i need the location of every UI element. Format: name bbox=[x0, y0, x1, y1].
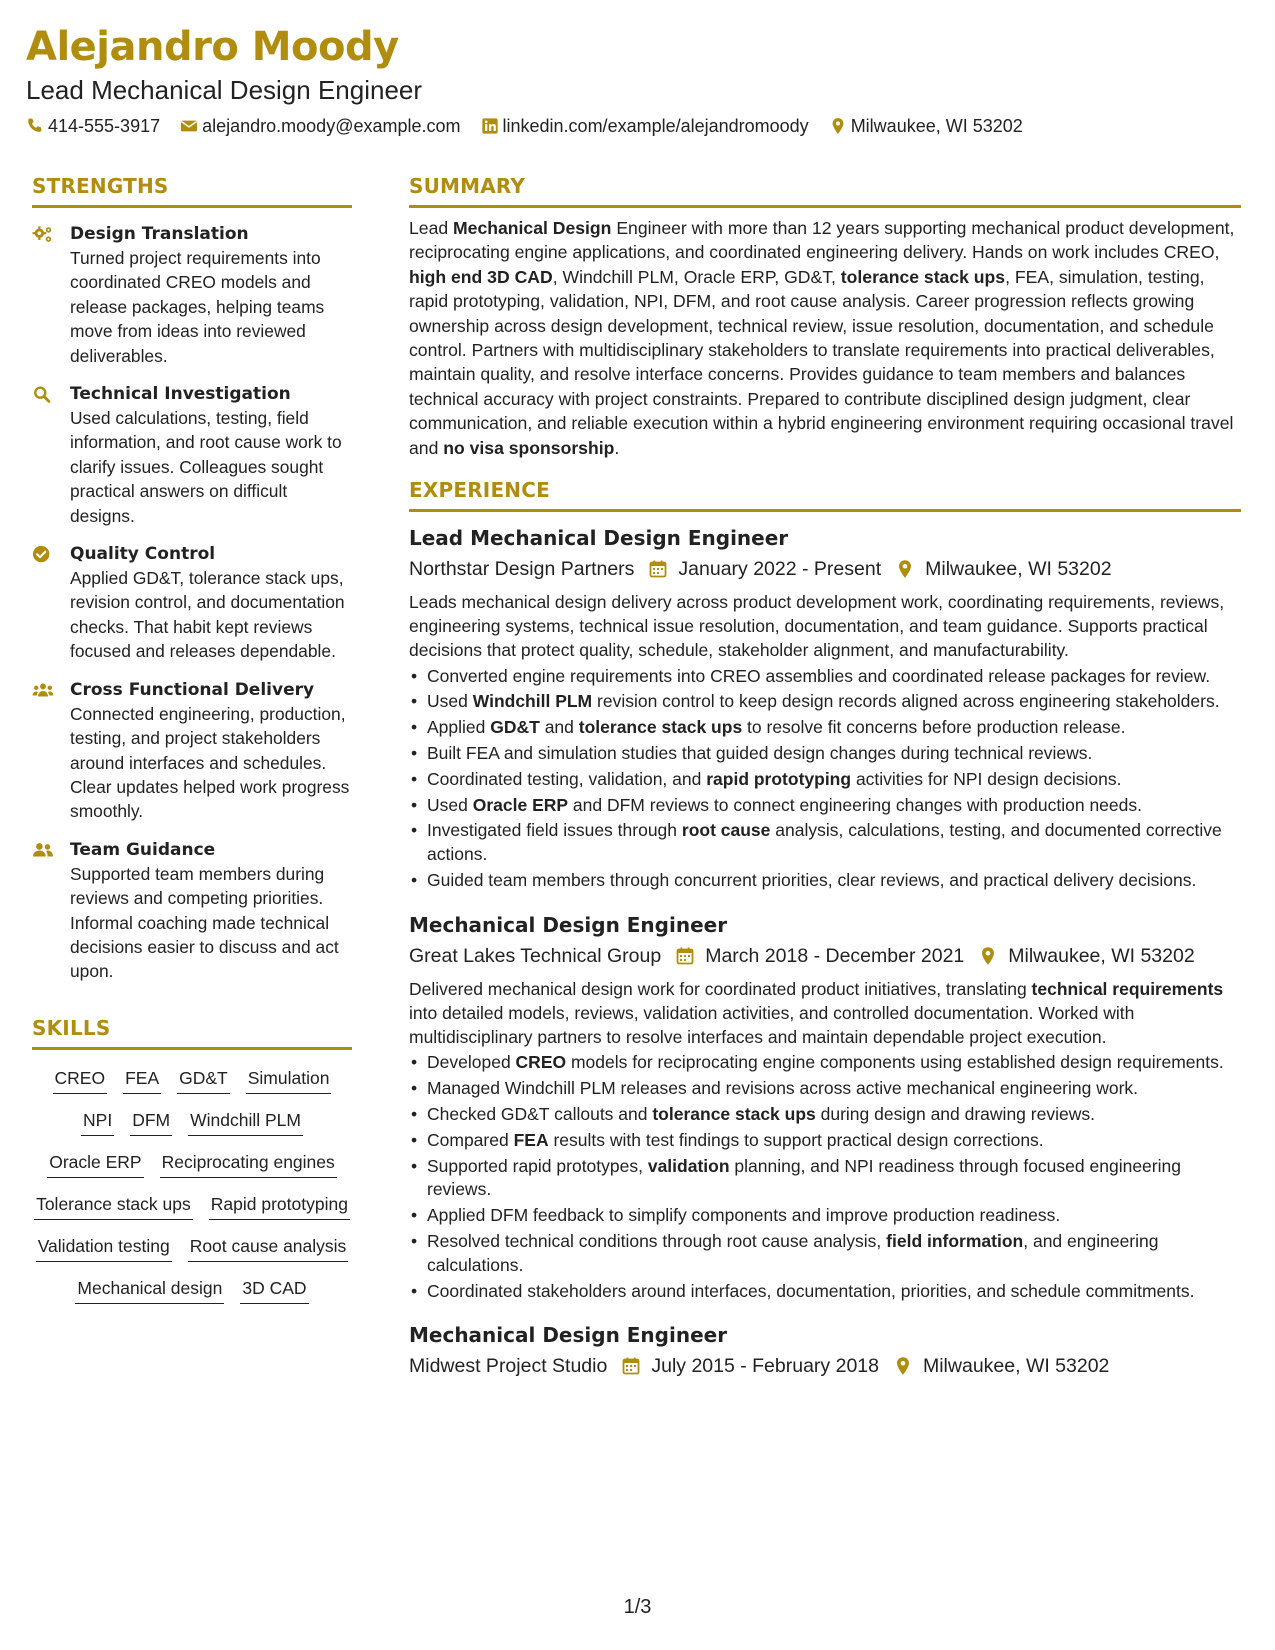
job-bullet bbox=[409, 869, 1241, 893]
page-number: 1/3 bbox=[623, 1596, 652, 1618]
experience-section bbox=[409, 476, 1241, 1381]
strengths-section bbox=[32, 172, 352, 984]
job-bullet bbox=[409, 794, 1241, 818]
job-bullet bbox=[409, 1051, 1241, 1075]
strength-title: Technical Investigation bbox=[70, 384, 291, 405]
bold-text: root cause bbox=[681, 820, 771, 841]
text-run: Supported rapid prototypes, bbox=[427, 1155, 648, 1176]
linkedin-text: linkedin.com/example/alejandromoody bbox=[502, 116, 809, 136]
job-bullet bbox=[409, 1103, 1241, 1127]
strength-item bbox=[32, 542, 352, 664]
strength-desc: Supported team members during reviews and competing priorities. Informal coaching made technical decisions easier to discuss and act upon. bbox=[70, 863, 339, 982]
map-pin-icon bbox=[895, 559, 915, 579]
text-run: Guided team members through concurrent priorities, clear reviews, and practical delivery decisions. bbox=[427, 870, 1197, 891]
strength-title: Cross Functional Delivery bbox=[70, 679, 315, 700]
skill-tag: DFM bbox=[130, 1108, 172, 1136]
job-description bbox=[409, 590, 1241, 663]
bold-text: Mechanical Design bbox=[453, 218, 612, 238]
text-run: Developed bbox=[427, 1052, 516, 1073]
calendar-icon bbox=[675, 946, 695, 966]
text-run: Resolved technical conditions through root cause analysis, bbox=[427, 1231, 887, 1252]
bold-text: tolerance stack ups bbox=[652, 1104, 816, 1125]
bold-text: field information bbox=[886, 1231, 1024, 1252]
skill-tag: 3D CAD bbox=[240, 1276, 308, 1304]
job-title: Mechanical Design Engineer bbox=[409, 1323, 728, 1348]
phone-text: 414-555-3917 bbox=[48, 116, 161, 136]
users-icon bbox=[32, 681, 70, 701]
strengths-heading: STRENGTHS bbox=[32, 172, 352, 208]
job-bullets bbox=[409, 665, 1241, 893]
job-entry bbox=[409, 1321, 1241, 1381]
job-company: Northstar Design Partners bbox=[409, 558, 635, 581]
text-run: and DFM reviews to connect engineering changes with production needs. bbox=[568, 794, 1142, 815]
job-company: Midwest Project Studio bbox=[409, 1355, 608, 1378]
job-bullet bbox=[409, 1129, 1241, 1153]
bold-text: no visa sponsorship bbox=[443, 437, 615, 458]
text-run: Checked GD&T callouts and bbox=[427, 1104, 653, 1125]
contact-linkedin[interactable] bbox=[481, 114, 809, 138]
job-bullet bbox=[409, 1230, 1241, 1278]
text-run: Applied bbox=[427, 717, 491, 738]
skill-tag: Mechanical design bbox=[75, 1276, 224, 1304]
email-text: alejandro.moody@example.com bbox=[202, 116, 461, 136]
user-group-icon bbox=[32, 841, 70, 861]
summary-text bbox=[409, 216, 1241, 460]
search-icon bbox=[32, 385, 70, 405]
text-run: Coordinated stakeholders around interfaces, documentation, priorities, and schedule commitments. bbox=[427, 1280, 1195, 1301]
map-pin-icon bbox=[829, 117, 847, 135]
bold-text: Oracle ERP bbox=[472, 794, 569, 815]
summary-heading: SUMMARY bbox=[409, 172, 1241, 208]
job-bullet bbox=[409, 1204, 1241, 1228]
skill-tag: Oracle ERP bbox=[47, 1150, 143, 1178]
skill-tag: Reciprocating engines bbox=[160, 1150, 337, 1178]
skills-section bbox=[32, 1014, 352, 1304]
text-run: Built FEA and simulation studies that guided design changes during technical reviews. bbox=[427, 743, 1093, 764]
map-pin-icon bbox=[978, 946, 998, 966]
job-entry bbox=[409, 524, 1241, 893]
strength-title: Quality Control bbox=[70, 544, 216, 565]
contact-location bbox=[829, 114, 1023, 138]
skill-tag: CREO bbox=[53, 1066, 108, 1094]
job-location: Milwaukee, WI 53202 bbox=[1008, 944, 1195, 967]
job-meta bbox=[409, 554, 1241, 584]
calendar-icon bbox=[621, 1356, 641, 1376]
text-run: Coordinated testing, validation, and bbox=[427, 768, 707, 789]
job-title: Mechanical Design Engineer bbox=[409, 912, 728, 937]
job-bullet bbox=[409, 1280, 1241, 1304]
job-dates: January 2022 - Present bbox=[678, 558, 882, 581]
text-run: to resolve fit concerns before production release. bbox=[742, 717, 1126, 738]
text-run: revision control to keep design records aligned across engineering stakeholders. bbox=[592, 691, 1220, 712]
job-bullet bbox=[409, 742, 1241, 766]
job-title: Lead Mechanical Design Engineer bbox=[409, 526, 789, 551]
job-list bbox=[409, 524, 1241, 1381]
skill-tag: Root cause analysis bbox=[188, 1234, 349, 1262]
strength-desc: Applied GD&T, tolerance stack ups, revision control, and documentation checks. That habit kept reviews focused and releases dependable. bbox=[70, 568, 345, 662]
text-run: . bbox=[614, 437, 620, 458]
job-bullet bbox=[409, 819, 1241, 867]
job-bullet bbox=[409, 716, 1241, 740]
skill-tag: Windchill PLM bbox=[188, 1108, 303, 1136]
bold-text: high end 3D CAD bbox=[409, 266, 553, 287]
job-bullet bbox=[409, 690, 1241, 714]
bold-text: FEA bbox=[513, 1129, 549, 1150]
text-run: Used bbox=[427, 794, 473, 815]
text-run: Delivered mechanical design work for coordinated product initiatives, translating bbox=[409, 978, 1032, 999]
resume-header bbox=[26, 22, 1246, 138]
strength-title: Design Translation bbox=[70, 224, 249, 244]
bold-text: CREO bbox=[515, 1052, 567, 1073]
job-bullet bbox=[409, 1155, 1241, 1203]
strength-desc: Turned project requirements into coordinated CREO models and release packages, helping teams move from ideas into reviewed deliverables. bbox=[70, 248, 325, 366]
strength-item bbox=[32, 222, 352, 368]
skill-tag: Tolerance stack ups bbox=[34, 1192, 193, 1220]
text-run: Compared bbox=[427, 1129, 514, 1150]
text-run: models for reciprocating engine components using established design requirements. bbox=[566, 1052, 1224, 1073]
summary-section bbox=[409, 172, 1241, 460]
location-text: Milwaukee, WI 53202 bbox=[850, 116, 1023, 136]
job-dates: March 2018 - December 2021 bbox=[705, 944, 965, 967]
text-run: and bbox=[539, 717, 579, 738]
bold-text: rapid prototyping bbox=[706, 768, 852, 789]
contact-email[interactable] bbox=[180, 114, 460, 138]
skill-tag: GD&T bbox=[177, 1066, 230, 1094]
skill-tag: FEA bbox=[123, 1066, 161, 1094]
bold-text: GD&T bbox=[490, 717, 540, 738]
strength-item bbox=[32, 838, 352, 984]
strength-title: Team Guidance bbox=[70, 839, 216, 860]
skills-heading: SKILLS bbox=[32, 1014, 352, 1050]
text-run: results with test findings to support practical design corrections. bbox=[548, 1129, 1044, 1150]
job-location: Milwaukee, WI 53202 bbox=[922, 1355, 1110, 1378]
text-run: activities for NPI design decisions. bbox=[851, 768, 1122, 789]
gears-icon bbox=[32, 225, 70, 245]
envelope-icon bbox=[180, 117, 198, 135]
text-run: Lead bbox=[409, 218, 454, 238]
contact-phone[interactable] bbox=[26, 114, 160, 138]
strength-desc: Used calculations, testing, field information, and root cause work to clarify issues. Colleagues sought practical answers on difficult designs. bbox=[70, 408, 342, 526]
text-run: Used bbox=[427, 691, 473, 712]
contact-bar bbox=[26, 114, 1246, 138]
phone-icon bbox=[26, 117, 44, 135]
left-column bbox=[32, 172, 352, 1304]
job-meta bbox=[409, 1351, 1241, 1381]
map-pin-icon bbox=[893, 1356, 913, 1376]
text-run: into detailed models, reviews, validation activities, and controlled documentation. Worked with multidisciplinary partners to resolve interfaces and maintain dependable project execution. bbox=[409, 1003, 1135, 1048]
skill-tag: NPI bbox=[81, 1108, 114, 1136]
text-run: , and engineering calculations. bbox=[427, 1231, 1159, 1275]
text-run: during design and drawing reviews. bbox=[815, 1104, 1095, 1125]
calendar-icon bbox=[648, 559, 668, 579]
strength-item bbox=[32, 678, 352, 824]
text-run: , FEA, simulation, testing, rapid prototyping, validation, NPI, DFM, and root cause analysis. Career progression reflects growing ownership across design development, technical review, issue resolution, documentation, and schedule control. Partners with multidisciplinary stakeholders to translate requirements into practical deliverables, maintain quality, and resolve interface concerns. Provides guidance to team members and balances technical accuracy with project constraints. Prepared to contribute disciplined design judgment, clear communication, and reliable execution within a hybrid engineering environment requiring occasional travel and bbox=[409, 266, 1234, 458]
bold-text: tolerance stack ups bbox=[578, 717, 743, 738]
bold-text: Windchill PLM bbox=[472, 691, 593, 712]
text-run: analysis, calculations, testing, and documented corrective actions. bbox=[427, 820, 1222, 865]
bold-text: tolerance stack ups bbox=[840, 266, 1006, 287]
text-run: Engineer with more than 12 years supporting mechanical product development, reciprocating engine applications, and coordinated engineering delivery. Hands on work includes CREO, bbox=[409, 218, 1235, 263]
check-circle-icon bbox=[32, 545, 70, 565]
job-bullet bbox=[409, 1077, 1241, 1101]
bold-text: technical requirements bbox=[1031, 978, 1224, 999]
candidate-title: Lead Mechanical Design Engineer bbox=[26, 75, 423, 105]
job-bullet bbox=[409, 768, 1241, 792]
text-run: planning, and NPI readiness through focused engineering reviews. bbox=[427, 1155, 1181, 1200]
bold-text: validation bbox=[647, 1155, 730, 1176]
skill-tag: Simulation bbox=[246, 1066, 332, 1094]
job-entry bbox=[409, 911, 1241, 1304]
job-bullet bbox=[409, 665, 1241, 689]
text-run: , Windchill PLM, Oracle ERP, GD&T, bbox=[552, 266, 841, 287]
job-dates: July 2015 - February 2018 bbox=[651, 1355, 879, 1378]
job-company: Great Lakes Technical Group bbox=[409, 944, 662, 967]
job-description bbox=[409, 977, 1241, 1050]
job-bullets bbox=[409, 1051, 1241, 1303]
linkedin-icon bbox=[481, 117, 499, 135]
job-location: Milwaukee, WI 53202 bbox=[925, 558, 1112, 581]
skills-list bbox=[32, 1050, 352, 1304]
text-run: Investigated field issues through bbox=[427, 820, 682, 841]
job-meta bbox=[409, 941, 1241, 971]
text-run: Leads mechanical design delivery across product development work, coordinating requirements, reviews, engineering systems, technical issue resolution, documentation, and team guidance. Supports practical decisions that protect quality, schedule, stakeholder alignment, and manufacturability. bbox=[409, 592, 1225, 661]
strength-desc: Connected engineering, production, testing, and project stakeholders around interfaces and schedules. Clear updates helped work progress smoothly. bbox=[70, 703, 350, 822]
text-run: Managed Windchill PLM releases and revisions across active mechanical engineering work. bbox=[427, 1078, 1139, 1099]
experience-heading: EXPERIENCE bbox=[409, 476, 1241, 512]
text-run: Converted engine requirements into CREO assemblies and coordinated release packages for review. bbox=[427, 665, 1211, 686]
skill-tag: Rapid prototyping bbox=[209, 1192, 350, 1220]
right-column bbox=[409, 172, 1241, 1381]
skill-tag: Validation testing bbox=[36, 1234, 172, 1262]
candidate-name: Alejandro Moody bbox=[26, 24, 399, 70]
text-run: Applied DFM feedback to simplify components and improve production readiness. bbox=[427, 1205, 1061, 1226]
strength-item bbox=[32, 382, 352, 528]
